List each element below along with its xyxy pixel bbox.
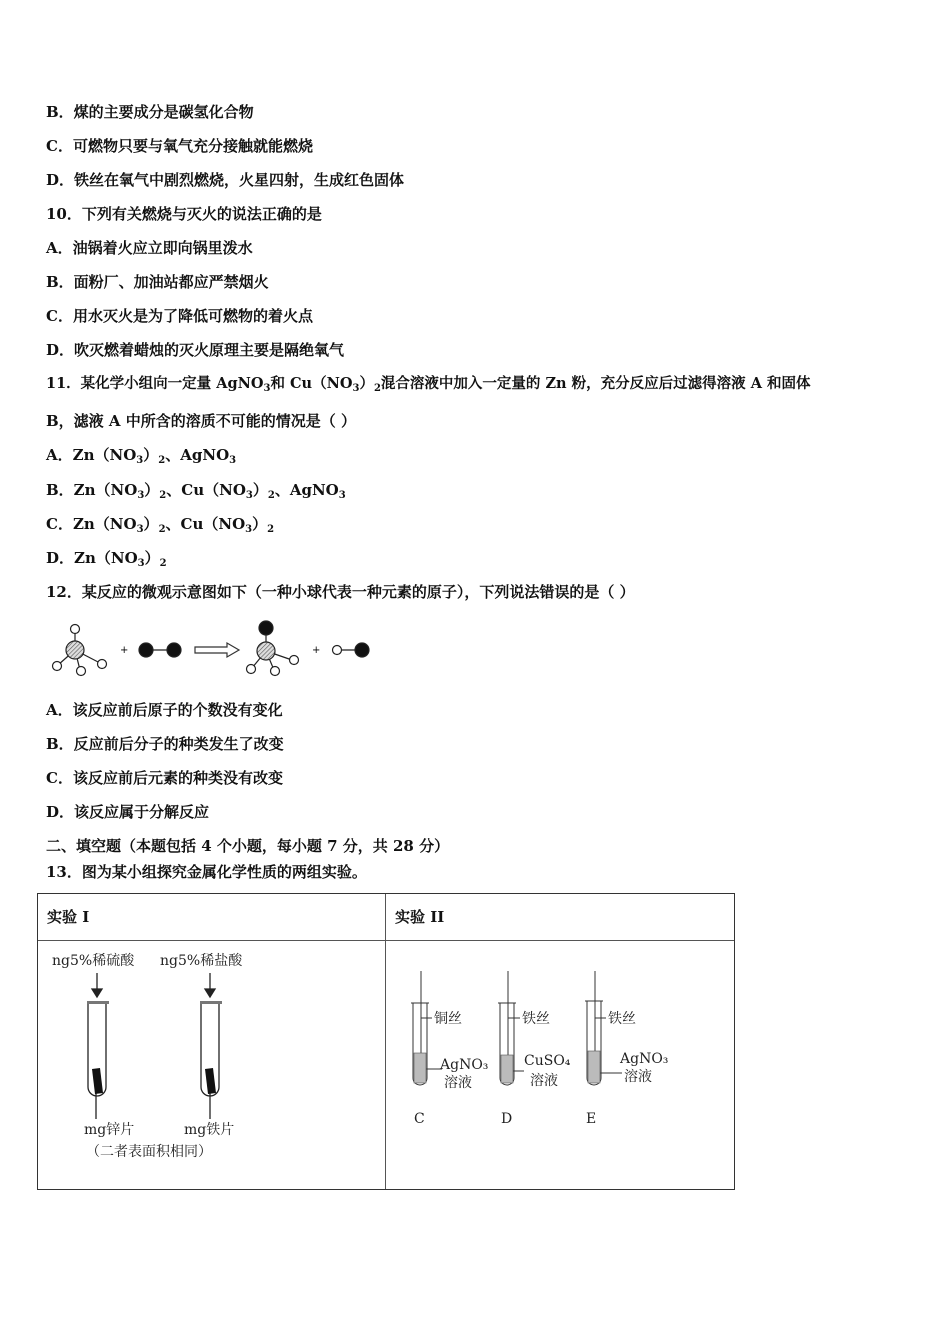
- acid-label-1: ng5%稀硫酸: [52, 953, 135, 969]
- q11-option-d: D．$Zn(NO_3)_2$: [46, 549, 167, 569]
- surface-area-note: （二者表面积相同）: [86, 1144, 212, 1160]
- product-molecule-1: [247, 621, 299, 676]
- plus-sign-2: +: [312, 645, 321, 656]
- q11-stem: 11．某化学小组向一定量 AgNO$_3$和 $Cu(NO_3)_2$混合溶液中加入一定量的 Zn 粉，充分反应后过滤得溶液 A 和固体: [46, 375, 811, 394]
- q11-stem-line2: B，滤液 A 中所含的溶质不可能的情况是（ ）: [46, 412, 356, 430]
- iron-wire-label-e: 铁丝: [608, 1011, 636, 1027]
- reactant-molecule-1: [53, 625, 107, 676]
- solution-c-label: AgNO₃: [440, 1057, 489, 1073]
- q9-option-d: D．铁丝在氧气中剧烈燃烧，火星四射，生成红色固体: [46, 171, 405, 189]
- metal-label-2: mg铁片: [184, 1122, 235, 1138]
- experiment-table: [37, 893, 735, 1190]
- q13-stem: 13．图为某小组探究金属化学性质的两组实验。: [46, 863, 367, 881]
- tube-label-c: C: [414, 1111, 425, 1127]
- acid-label-2: ng5%稀盐酸: [160, 953, 243, 969]
- q11-option-b: B．$Zn(NO_3)_2$、$Cu(NO_3)_2$、AgNO$_3$: [46, 481, 346, 501]
- q9-option-c: C．可燃物只要与氧气充分接触就能燃烧: [46, 137, 313, 155]
- q12-option-d: D．该反应属于分解反应: [46, 803, 210, 821]
- q9-option-b: B．煤的主要成分是碳氢化合物: [46, 103, 254, 121]
- reaction-arrow: [195, 643, 239, 657]
- solution-word-c: 溶液: [444, 1075, 472, 1091]
- copper-wire-label: 铜丝: [434, 1011, 462, 1027]
- q11-option-c: C．$Zn(NO_3)_2$、$Cu(NO_3)_2$: [46, 515, 275, 535]
- tube-label-e: E: [586, 1111, 597, 1127]
- q12-option-a: A．该反应前后原子的个数没有变化: [46, 701, 283, 719]
- q12-option-c: C．该反应前后元素的种类没有改变: [46, 769, 283, 787]
- tube-label-d: D: [501, 1111, 513, 1127]
- q10-option-a: A．油锅着火应立即向锅里泼水: [46, 239, 253, 257]
- q12-option-b: B．反应前后分子的种类发生了改变: [46, 735, 284, 753]
- solution-word-d: 溶液: [530, 1073, 558, 1089]
- product-molecule-2: [333, 643, 370, 657]
- reactant-molecule-2: [139, 643, 181, 657]
- iron-wire-label-d: 铁丝: [522, 1011, 550, 1027]
- experiment-1-figure: [38, 941, 384, 1188]
- exp2-header: 实验 II: [395, 908, 445, 926]
- q10-option-d: D．吹灭燃着蜡烛的灭火原理主要是隔绝氧气: [46, 341, 345, 359]
- solution-word-e: 溶液: [624, 1069, 652, 1085]
- section-2-heading: 二、填空题（本题包括 4 个小题，每小题 7 分，共 28 分）: [46, 837, 450, 855]
- q10-option-b: B．面粉厂、加油站都应严禁烟火: [46, 273, 269, 291]
- plus-sign: +: [120, 645, 129, 656]
- solution-e-label: AgNO₃: [620, 1051, 669, 1067]
- experiment-2-figure: [386, 941, 732, 1188]
- q10-option-c: C．用水灭火是为了降低可燃物的着火点: [46, 307, 313, 325]
- q12-stem: 12．某反应的微观示意图如下（一种小球代表一种元素的原子），下列说法错误的是（ ）: [46, 583, 635, 601]
- metal-label-1: mg锌片: [84, 1122, 135, 1138]
- q10-stem: 10．下列有关燃烧与灭火的说法正确的是: [46, 205, 322, 223]
- exp1-header: 实验 I: [47, 908, 90, 926]
- q11-option-a: A．$Zn(NO_3)_2$、AgNO$_3$: [46, 446, 237, 466]
- reaction-diagram: [40, 615, 380, 685]
- solution-d-label: CuSO₄: [524, 1053, 571, 1069]
